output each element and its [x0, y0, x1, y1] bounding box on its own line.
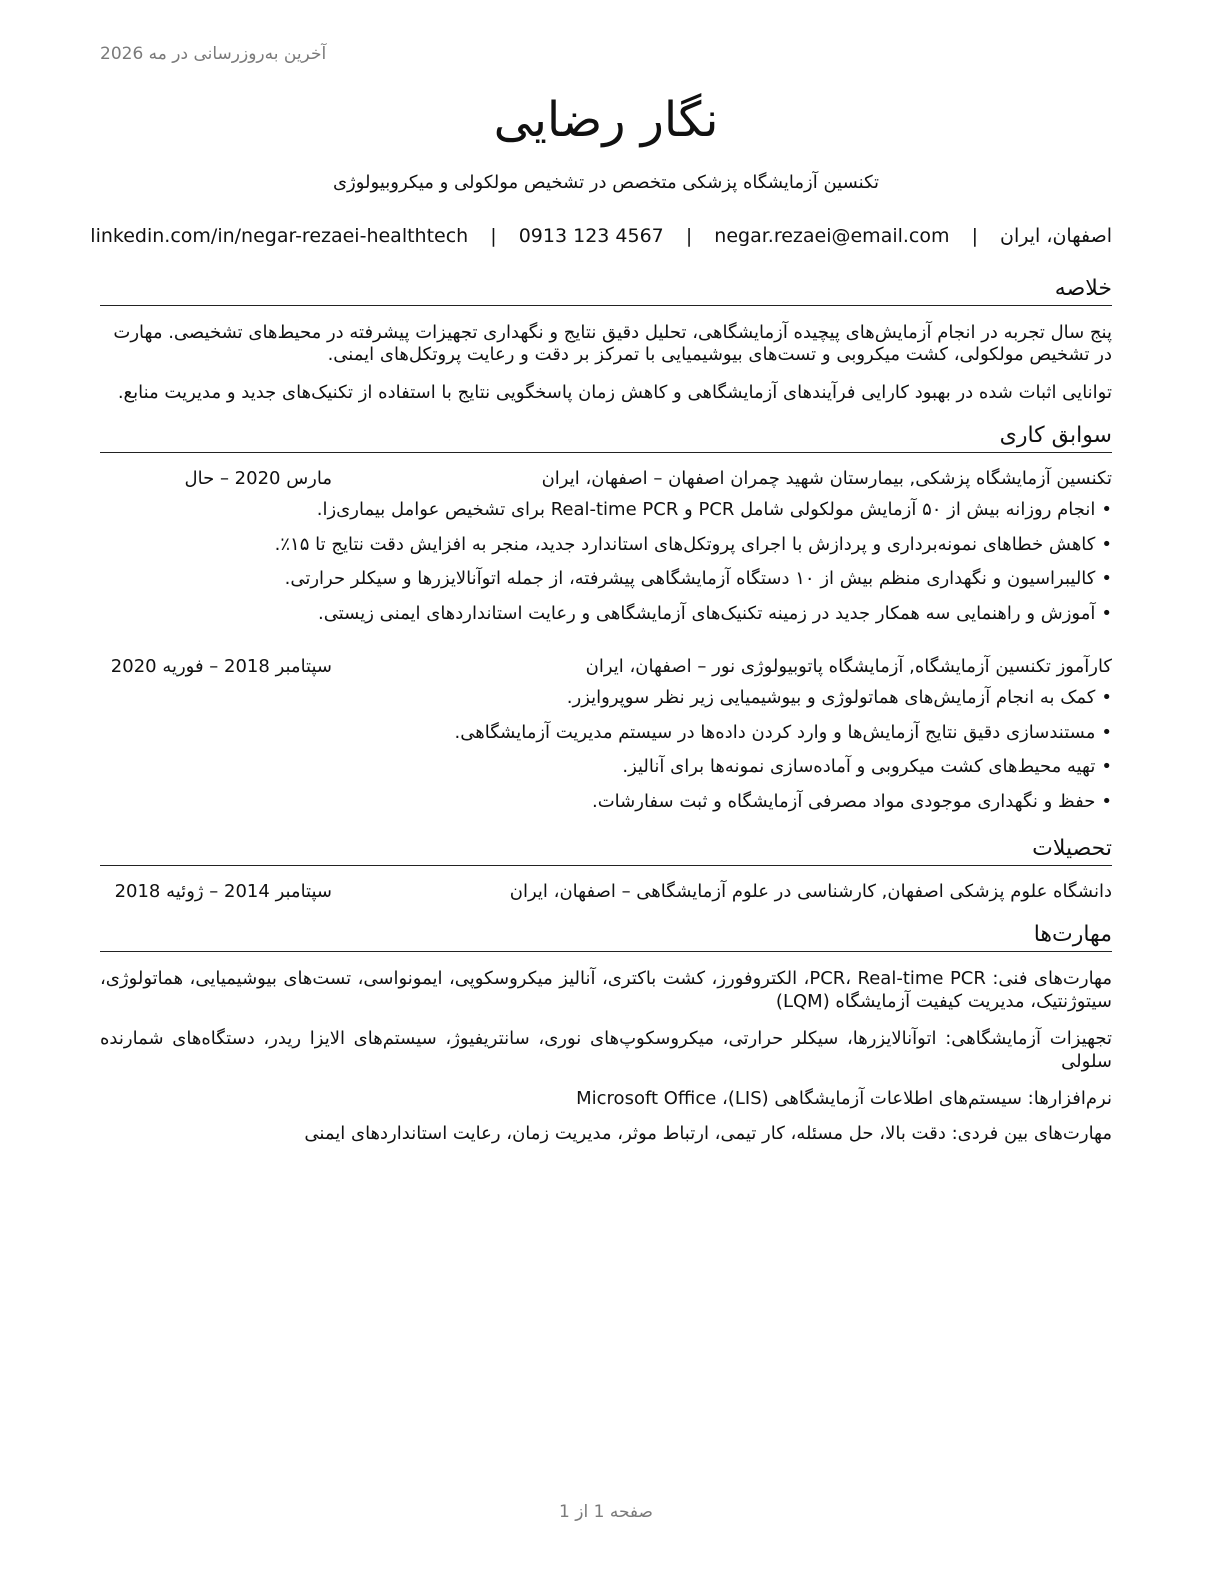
- education-entry: [100, 880, 1112, 904]
- job-header: [100, 655, 1112, 679]
- job-dates: مارس 2020 – حال: [184, 468, 332, 489]
- candidate-tagline: تکنسین آزمایشگاه پزشکی متخصص در تشخیص مولکولی و میکروبیولوژی: [332, 172, 880, 193]
- contact-linkedin[interactable]: linkedin.com/in/negar-rezaei-healthtech: [90, 225, 469, 247]
- list-item: •کالیبراسیون و نگهداری منظم بیش از ۱۰ دستگاه آزمایشگاهی پیشرفته، از جمله اتوآنالایزرها و سیکلر حرارتی.: [284, 568, 1112, 589]
- job-bullets: [100, 498, 1112, 636]
- summary-paragraph-2: توانایی اثبات شده در بهبود کارایی فرآیندهای آزمایشگاهی و کاهش زمان پاسخگویی نتایج با استفاده از تکنیک‌های جدید و مدیریت منابع.: [117, 382, 1112, 403]
- education-title: دانشگاه علوم پزشکی اصفهان, کارشناسی در علوم آزمایشگاهی – اصفهان، ایران: [509, 881, 1112, 902]
- resume-page: [90, 0, 1112, 1584]
- contact-phone[interactable]: 0913 123 4567: [518, 225, 664, 247]
- contact-separator: |: [971, 225, 978, 247]
- contact-separator: |: [685, 225, 693, 247]
- contact-email[interactable]: negar.rezaei@email.com: [714, 225, 950, 247]
- skills-technical: مهارت‌های فنی: PCR، Real-time PCR، الکتروفورز، کشت باکتری، آنالیز میکروسکوپی، ایمونواسی، تست‌های بیوشیمیایی، هماتولوژی، سیتوژنتیک، مدیریت کیفیت آزمایشگاه (LQM): [100, 968, 1112, 1012]
- list-item: •حفظ و نگهداری موجودی مواد مصرفی آزمایشگاه و ثبت سفارشات.: [592, 790, 1112, 812]
- list-item: •تهیه محیط‌های کشت میکروبی و آماده‌سازی نمونه‌ها برای آنالیز.: [622, 756, 1112, 777]
- job-header: [100, 467, 1112, 491]
- list-item: •کاهش خطاهای نمونه‌برداری و پردازش با اجرای پروتکل‌های استاندارد جدید، منجر به افزایش دقت نتایج تا ۱۵٪.: [274, 533, 1112, 555]
- section-title-skills: مهارت‌ها: [100, 921, 1112, 952]
- job-title: تکنسین آزمایشگاه پزشکی, بیمارستان شهید چمران اصفهان – اصفهان، ایران: [541, 468, 1112, 489]
- section-title-education: تحصیلات: [100, 835, 1112, 866]
- job-bullets: [100, 686, 1112, 824]
- job-title: کارآموز تکنسین آزمایشگاه, آزمایشگاه پاتوبیولوژی نور – اصفهان، ایران: [585, 656, 1112, 677]
- skills-interpersonal: مهارت‌های بین فردی: دقت بالا، حل مسئله، کار تیمی، ارتباط موثر، مدیریت زمان، رعایت استانداردهای ایمنی: [304, 1123, 1112, 1144]
- list-item: •مستندسازی دقیق نتایج آزمایش‌ها و وارد کردن داده‌ها در سیستم مدیریت آزمایشگاهی.: [454, 721, 1112, 743]
- last-updated-note: آخرین به‌روزرسانی در مه 2026: [100, 44, 327, 64]
- contact-separator: |: [490, 225, 497, 247]
- list-item: •انجام روزانه بیش از ۵۰ آزمایش مولکولی شامل PCR و Real-time PCR برای تشخیص عوامل بیماری‌زا.: [316, 499, 1112, 520]
- summary-paragraph-1: پنج سال تجربه در انجام آزمایش‌های پیچیده آزمایشگاهی، تحلیل دقیق نتایج و نگهداری تجهیزات پیشرفته در محیط‌های تشخیصی. مهارت در تشخیص مولکولی، کشت میکروبی و تست‌های بیوشیمیایی با تمرکز بر دقت و رعایت پروتکل‌های ایمنی.: [113, 322, 1112, 365]
- contact-line: [90, 222, 1112, 250]
- list-item: •آموزش و راهنمایی سه همکار جدید در زمینه تکنیک‌های آزمایشگاهی و رعایت استانداردهای ایمنی زیستی.: [318, 602, 1112, 624]
- list-item: •کمک به انجام آزمایش‌های هماتولوژی و بیوشیمیایی زیر نظر سوپروایزر.: [566, 687, 1112, 708]
- page-footer: صفحه 1 از 1: [559, 1502, 653, 1522]
- contact-location: اصفهان، ایران: [1000, 225, 1112, 247]
- candidate-name: نگار رضایی: [493, 92, 719, 148]
- skills-software: نرم‌افزارها: سیستم‌های اطلاعات آزمایشگاهی (LIS)، Microsoft Office: [576, 1088, 1112, 1109]
- section-title-experience: سوابق کاری: [100, 422, 1112, 453]
- skills-equipment: تجهیزات آزمایشگاهی: اتوآنالایزرها، سیکلر حرارتی، میکروسکوپ‌های نوری، سانتریفیوژ، سیستم‌های الایزا ریدر، دستگاه‌های شمارنده سلولی: [100, 1028, 1112, 1072]
- section-title-summary: خلاصه: [100, 275, 1112, 306]
- education-dates: سپتامبر 2014 – ژوئیه 2018: [114, 881, 332, 902]
- job-dates: سپتامبر 2018 – فوریه 2020: [110, 656, 332, 677]
